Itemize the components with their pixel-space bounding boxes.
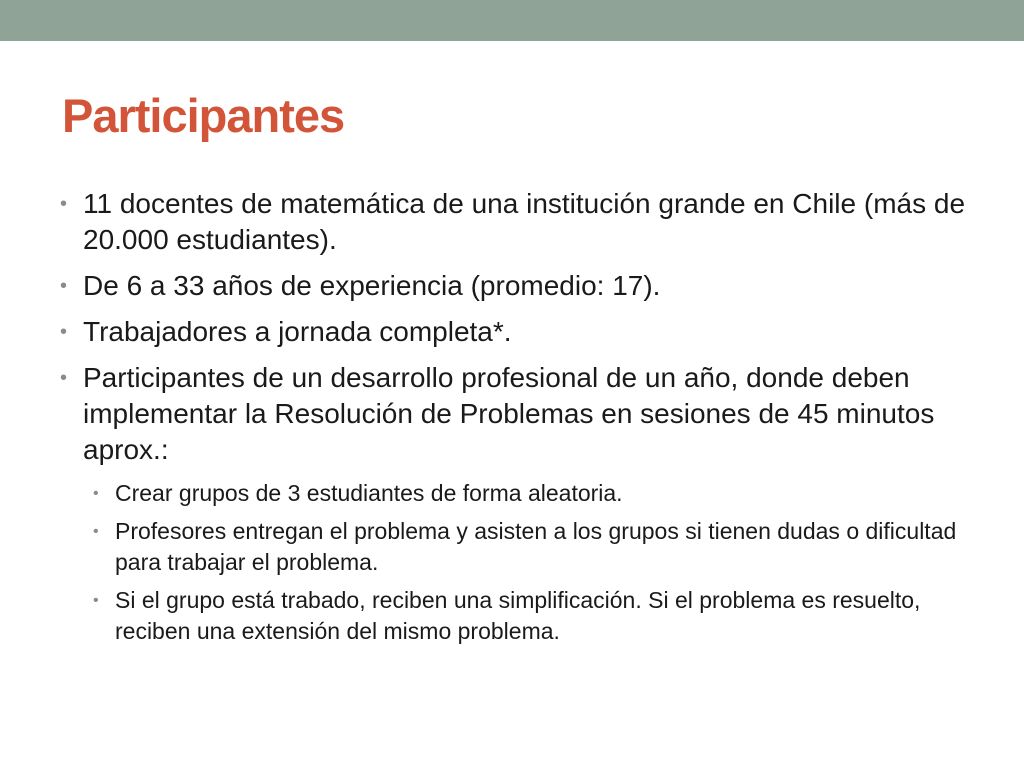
bullet-list	[58, 186, 978, 657]
bullet-item-experience	[58, 268, 978, 304]
sub-bullet-list	[83, 478, 978, 647]
bullet-text: Trabajadores a jornada completa*.	[83, 316, 512, 347]
bullet-item-professional-development	[58, 360, 978, 647]
top-accent-bar	[0, 0, 1024, 41]
bullet-item-participants	[58, 186, 978, 258]
bullet-item-workload	[58, 314, 978, 350]
bullet-text: 11 docentes de matemática de una institución grande en Chile (más de 20.000 estudiantes).	[83, 188, 966, 255]
sub-bullet-item-groups	[87, 478, 978, 509]
slide-title: Participantes	[62, 89, 345, 142]
bullet-text: De 6 a 33 años de experiencia (promedio: 17).	[83, 270, 661, 301]
sub-bullet-text: Si el grupo está trabado, reciben una simplificación. Si el problema es resuelto, reciben una extensión del mismo problema.	[115, 587, 921, 644]
sub-bullet-text: Profesores entregan el problema y asisten a los grupos si tienen dudas o dificultad para trabajar el problema.	[115, 518, 957, 575]
sub-bullet-item-simplification	[87, 585, 978, 647]
sub-bullet-item-teachers	[87, 516, 978, 578]
bullet-text: Participantes de un desarrollo profesional de un año, donde deben implementar la Resolución de Problemas en sesiones de 45 minutos aprox.:	[83, 362, 935, 465]
sub-bullet-text: Crear grupos de 3 estudiantes de forma aleatoria.	[115, 480, 623, 506]
